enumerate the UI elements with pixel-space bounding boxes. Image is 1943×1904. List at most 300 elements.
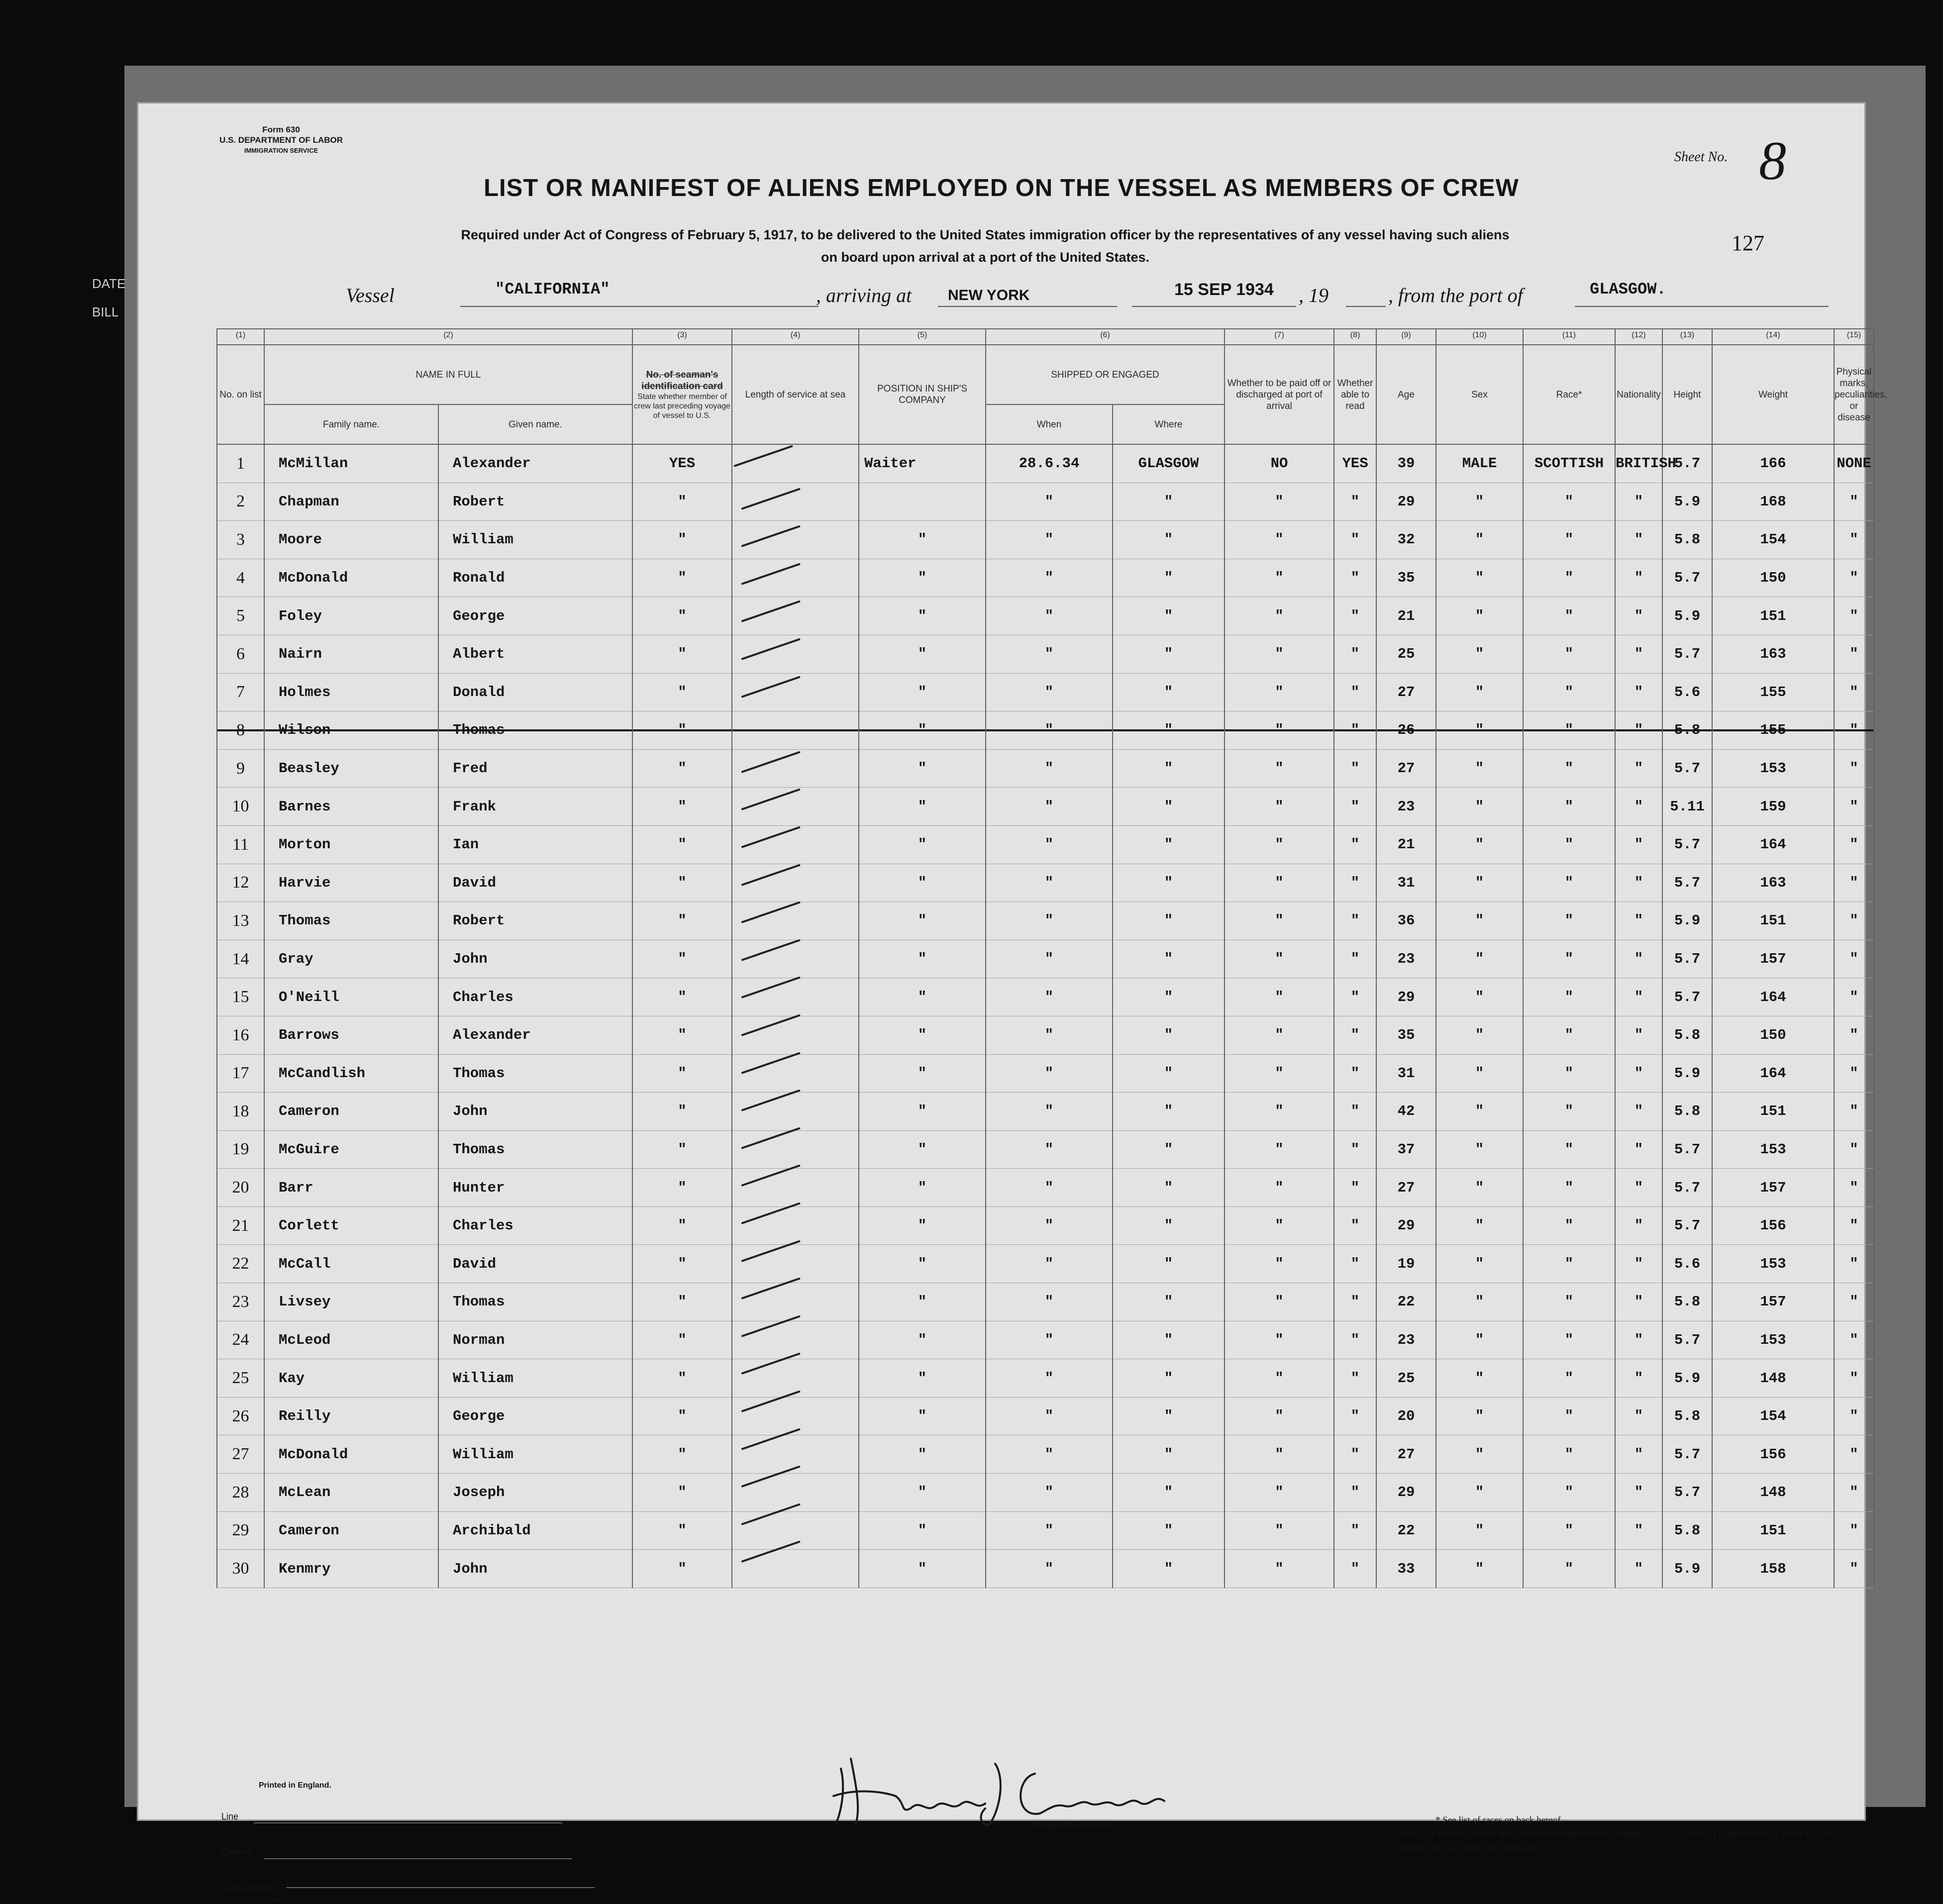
punch-hole [39, 256, 62, 279]
cell-row-number: 1 [217, 444, 264, 483]
cell-previous-voyage: " [632, 1283, 732, 1321]
cell-given-name: Robert [438, 483, 632, 521]
vessel-name: "CALIFORNIA" [495, 280, 610, 299]
cell-previous-voyage: " [632, 1550, 732, 1588]
cell-nationality: " [1615, 1550, 1662, 1588]
cell-age: 27 [1376, 1169, 1436, 1207]
cell-previous-voyage: " [632, 711, 732, 750]
cell-position: " [859, 1206, 986, 1245]
cell-shipped-when: " [986, 559, 1113, 597]
cell-shipped-when: " [986, 1511, 1113, 1550]
binder-slot [38, 1353, 58, 1381]
cell-previous-voyage: " [632, 864, 732, 902]
cell-shipped-when: " [986, 597, 1113, 635]
cell-paid-off: " [1225, 1283, 1334, 1321]
cell-shipped-when: " [986, 673, 1113, 711]
cell-shipped-when: " [986, 788, 1113, 826]
cell-paid-off: " [1225, 1397, 1334, 1435]
local-agents-label: Local Agents [221, 1883, 273, 1893]
cell-age: 29 [1376, 978, 1436, 1016]
cell-height: 5.8 [1662, 1093, 1712, 1131]
cell-family-name: Morton [264, 825, 438, 864]
table-row [217, 864, 1874, 902]
table-row [217, 1435, 1874, 1474]
cell-row-number: 15 [217, 978, 264, 1016]
cell-race: " [1523, 864, 1615, 902]
cell-height: 5.7 [1662, 940, 1712, 978]
cell-length-of-service [732, 1169, 859, 1207]
cell-length-of-service [732, 444, 859, 483]
cell-previous-voyage: " [632, 673, 732, 711]
cell-shipped-when: " [986, 1359, 1113, 1398]
cell-physical-marks: " [1834, 1359, 1874, 1398]
cell-able-to-read: " [1334, 1511, 1376, 1550]
cell-race: SCOTTISH [1523, 444, 1615, 483]
cell-length-of-service [732, 1054, 859, 1093]
cell-physical-marks: " [1834, 749, 1874, 788]
cell-able-to-read: " [1334, 1093, 1376, 1131]
cell-height: 5.7 [1662, 1169, 1712, 1207]
cell-physical-marks: " [1834, 635, 1874, 673]
year-underline [1346, 306, 1386, 307]
cell-previous-voyage: " [632, 788, 732, 826]
cell-row-number: 21 [217, 1206, 264, 1245]
cell-paid-off: " [1225, 749, 1334, 788]
cell-race: " [1523, 940, 1615, 978]
manifest-sheet [137, 102, 1887, 1903]
cell-sex: " [1436, 1206, 1523, 1245]
cell-sex: " [1436, 902, 1523, 940]
cell-previous-voyage: " [632, 940, 732, 978]
cell-paid-off: " [1225, 902, 1334, 940]
cell-able-to-read: " [1334, 1206, 1376, 1245]
cell-sex: " [1436, 673, 1523, 711]
cell-previous-voyage: " [632, 559, 732, 597]
cell-able-to-read: " [1334, 597, 1376, 635]
vessel-label: Vessel [346, 284, 395, 306]
cell-given-name: Hunter [438, 1169, 632, 1207]
header-when: When [986, 404, 1113, 444]
cell-shipped-when: " [986, 1435, 1113, 1474]
cell-paid-off: " [1225, 635, 1334, 673]
cell-row-number: 11 [217, 825, 264, 864]
cell-height: 5.9 [1662, 483, 1712, 521]
cell-nationality: " [1615, 1321, 1662, 1359]
cell-given-name: Thomas [438, 1130, 632, 1169]
cell-family-name: Foley [264, 597, 438, 635]
cell-able-to-read: " [1334, 825, 1376, 864]
cell-paid-off: " [1225, 978, 1334, 1016]
table-row [217, 1093, 1874, 1131]
cell-nationality: " [1615, 1283, 1662, 1321]
cell-physical-marks: " [1834, 1397, 1874, 1435]
cell-age: 26 [1376, 711, 1436, 750]
cell-shipped-when: 28.6.34 [986, 444, 1113, 483]
cell-family-name: Chapman [264, 483, 438, 521]
subtitle-line-1: Required under Act of Congress of February 5, 1917, to be delivered to the United States immigration officer by the representatives of any vessel having such aliens [461, 227, 1510, 242]
cell-physical-marks: " [1834, 1321, 1874, 1359]
cell-weight: 156 [1712, 1206, 1834, 1245]
table-row [217, 788, 1874, 826]
cell-height: 5.7 [1662, 825, 1712, 864]
cell-paid-off: " [1225, 1130, 1334, 1169]
cell-length-of-service [732, 940, 859, 978]
cell-able-to-read: " [1334, 1016, 1376, 1054]
cell-sex: " [1436, 559, 1523, 597]
cell-position: Waiter [859, 444, 986, 483]
cell-able-to-read: " [1334, 1550, 1376, 1588]
cell-given-name: Thomas [438, 1283, 632, 1321]
cell-weight: 153 [1712, 1245, 1834, 1283]
cell-sex: MALE [1436, 444, 1523, 483]
cell-able-to-read: " [1334, 902, 1376, 940]
cell-height: 5.7 [1662, 1474, 1712, 1512]
cell-family-name: McGuire [264, 1130, 438, 1169]
cell-shipped-where: " [1113, 597, 1225, 635]
cell-age: 21 [1376, 597, 1436, 635]
cell-nationality: " [1615, 1511, 1662, 1550]
cell-position: " [859, 1359, 986, 1398]
cell-sex: " [1436, 1093, 1523, 1131]
cell-sex: " [1436, 1511, 1523, 1550]
cell-shipped-where: " [1113, 1016, 1225, 1054]
header-age: Age [1376, 345, 1436, 444]
cell-race: " [1523, 1474, 1615, 1512]
cell-sex: " [1436, 1054, 1523, 1093]
header-id-card-struck: No. of seaman's identification card [641, 369, 723, 392]
cell-length-of-service [732, 711, 859, 750]
cell-shipped-where: " [1113, 1550, 1225, 1588]
col-number: (4) [732, 329, 859, 345]
cell-able-to-read: " [1334, 521, 1376, 559]
cell-weight: 168 [1712, 483, 1834, 521]
cell-physical-marks: " [1834, 1093, 1874, 1131]
table-row [217, 673, 1874, 711]
cell-weight: 155 [1712, 673, 1834, 711]
cell-family-name: McDonald [264, 1435, 438, 1474]
cell-family-name: Cameron [264, 1511, 438, 1550]
cell-able-to-read: " [1334, 1321, 1376, 1359]
cell-given-name: Donald [438, 673, 632, 711]
cell-row-number: 24 [217, 1321, 264, 1359]
cell-row-number: 13 [217, 902, 264, 940]
cell-position: " [859, 825, 986, 864]
col-number: (5) [859, 329, 986, 345]
cell-race: " [1523, 1169, 1615, 1207]
cell-position: " [859, 1321, 986, 1359]
table-row [217, 1016, 1874, 1054]
cell-physical-marks: " [1834, 559, 1874, 597]
cell-position [859, 483, 986, 521]
cell-row-number: 16 [217, 1016, 264, 1054]
cell-age: 20 [1376, 1397, 1436, 1435]
cell-nationality: " [1615, 1169, 1662, 1207]
cell-shipped-where: " [1113, 635, 1225, 673]
cell-shipped-when: " [986, 940, 1113, 978]
cell-row-number: 27 [217, 1435, 264, 1474]
cell-given-name: Joseph [438, 1474, 632, 1512]
cell-height: 5.7 [1662, 635, 1712, 673]
cell-race: " [1523, 1093, 1615, 1131]
cell-age: 27 [1376, 749, 1436, 788]
cell-row-number: 26 [217, 1397, 264, 1435]
cell-shipped-when: " [986, 1283, 1113, 1321]
cell-physical-marks: " [1834, 940, 1874, 978]
table-row [217, 940, 1874, 978]
cell-height: 5.9 [1662, 1550, 1712, 1588]
cell-shipped-when: " [986, 1206, 1113, 1245]
cell-family-name: Moore [264, 521, 438, 559]
cell-paid-off: " [1225, 1321, 1334, 1359]
cell-previous-voyage: " [632, 825, 732, 864]
cell-able-to-read: " [1334, 1130, 1376, 1169]
cell-paid-off: " [1225, 559, 1334, 597]
cell-nationality: " [1615, 940, 1662, 978]
cell-paid-off: " [1225, 711, 1334, 750]
cell-previous-voyage: " [632, 1130, 732, 1169]
arriving-port-underline [938, 306, 1117, 307]
cell-position: " [859, 864, 986, 902]
cell-able-to-read: " [1334, 1245, 1376, 1283]
cell-nationality: BRITISH [1615, 444, 1662, 483]
cell-sex: " [1436, 521, 1523, 559]
cell-length-of-service [732, 1550, 859, 1588]
cell-given-name: John [438, 1093, 632, 1131]
cell-shipped-when: " [986, 1550, 1113, 1588]
owners-label: Owners [221, 1847, 253, 1857]
cell-length-of-service [732, 1093, 859, 1131]
cell-paid-off: " [1225, 940, 1334, 978]
cell-shipped-where: " [1113, 1359, 1225, 1398]
cell-physical-marks: " [1834, 597, 1874, 635]
cell-sex: " [1436, 788, 1523, 826]
cell-nationality: " [1615, 673, 1662, 711]
cell-age: 23 [1376, 940, 1436, 978]
col-number: (12) [1615, 329, 1662, 345]
cell-position: " [859, 1397, 986, 1435]
cell-height: 5.7 [1662, 1321, 1712, 1359]
cell-able-to-read: " [1334, 749, 1376, 788]
cell-sex: " [1436, 1016, 1523, 1054]
cell-given-name: William [438, 1435, 632, 1474]
fine-note: Note.—Failure to furnish full or correct information in columns (3), (5), (6) and (7) is punishable by a fine of Ten Dollars for each alien. See other side. [1401, 1829, 1831, 1853]
cell-shipped-when: " [986, 1093, 1113, 1131]
cell-row-number: 30 [217, 1550, 264, 1588]
header-name-in-full: NAME IN FULL [264, 345, 632, 404]
cell-position: " [859, 1550, 986, 1588]
cell-physical-marks: " [1834, 673, 1874, 711]
cell-nationality: " [1615, 1245, 1662, 1283]
cell-age: 31 [1376, 864, 1436, 902]
inspector-signature [826, 1749, 1184, 1828]
cell-given-name: John [438, 1550, 632, 1588]
cell-nationality: " [1615, 1206, 1662, 1245]
cell-given-name: Thomas [438, 711, 632, 750]
header-length-service: Length of service at sea [732, 345, 859, 444]
cell-family-name: Corlett [264, 1206, 438, 1245]
cell-race: " [1523, 483, 1615, 521]
cell-height: 5.8 [1662, 1283, 1712, 1321]
cell-able-to-read: " [1334, 559, 1376, 597]
cell-sex: " [1436, 1397, 1523, 1435]
col-number: (9) [1376, 329, 1436, 345]
cell-shipped-when: " [986, 864, 1113, 902]
cell-shipped-where: " [1113, 1397, 1225, 1435]
cell-nationality: " [1615, 597, 1662, 635]
cell-height: 5.8 [1662, 1397, 1712, 1435]
line-label: Line [221, 1811, 239, 1821]
cell-previous-voyage: " [632, 1206, 732, 1245]
cell-race: " [1523, 978, 1615, 1016]
cell-nationality: " [1615, 711, 1662, 750]
header-shipped-engaged: SHIPPED OR ENGAGED [986, 345, 1225, 404]
cell-age: 35 [1376, 1016, 1436, 1054]
table-row [217, 1206, 1874, 1245]
cell-sex: " [1436, 978, 1523, 1016]
cell-position: " [859, 1435, 986, 1474]
cell-race: " [1523, 788, 1615, 826]
cell-physical-marks: " [1834, 864, 1874, 902]
table-row [217, 1245, 1874, 1283]
cell-age: 27 [1376, 1435, 1436, 1474]
cell-shipped-where: " [1113, 749, 1225, 788]
cell-row-number: 2 [217, 483, 264, 521]
cell-sex: " [1436, 1130, 1523, 1169]
cell-length-of-service [732, 1130, 859, 1169]
cell-shipped-where: " [1113, 1206, 1225, 1245]
cell-position: " [859, 749, 986, 788]
cell-physical-marks: " [1834, 902, 1874, 940]
col-number: (13) [1662, 329, 1712, 345]
cell-race: " [1523, 521, 1615, 559]
inspector-label: Immigrant Inspector. [1027, 1818, 1116, 1830]
cell-paid-off: " [1225, 825, 1334, 864]
cell-nationality: " [1615, 1016, 1662, 1054]
cell-able-to-read: " [1334, 483, 1376, 521]
cell-age: 23 [1376, 1321, 1436, 1359]
cell-previous-voyage: " [632, 978, 732, 1016]
col-number: (10) [1436, 329, 1523, 345]
reference-number: 127 [1732, 231, 1764, 255]
cell-previous-voyage: " [632, 1169, 732, 1207]
cell-shipped-when: " [986, 635, 1113, 673]
cell-family-name: Beasley [264, 749, 438, 788]
side-tag-date: DATE [92, 276, 126, 291]
cell-age: 31 [1376, 1054, 1436, 1093]
cell-length-of-service [732, 483, 859, 521]
cell-shipped-when: " [986, 1245, 1113, 1283]
col-number: (2) [264, 329, 632, 345]
cell-race: " [1523, 1245, 1615, 1283]
table-row [217, 559, 1874, 597]
table-row [217, 1130, 1874, 1169]
cell-nationality: " [1615, 521, 1662, 559]
vessel-name-underline [460, 306, 818, 307]
from-port-underline [1575, 306, 1829, 307]
cell-sex: " [1436, 1283, 1523, 1321]
cell-nationality: " [1615, 1359, 1662, 1398]
cell-shipped-where: " [1113, 978, 1225, 1016]
cell-row-number: 19 [217, 1130, 264, 1169]
cell-physical-marks: " [1834, 1245, 1874, 1283]
cell-race: " [1523, 711, 1615, 750]
cell-able-to-read: " [1334, 1397, 1376, 1435]
cell-position: " [859, 978, 986, 1016]
cell-family-name: Wilson [264, 711, 438, 750]
cell-sex: " [1436, 1169, 1523, 1207]
header-position: POSITION IN SHIP'S COMPANY [859, 345, 986, 444]
document-title: LIST OR MANIFEST OF ALIENS EMPLOYED ON THE VESSEL AS MEMBERS OF CREW [484, 175, 1519, 201]
cell-family-name: Gray [264, 940, 438, 978]
cell-given-name: Charles [438, 1206, 632, 1245]
header-given-name: Given name. [438, 404, 632, 444]
table-row [217, 1550, 1874, 1588]
arriving-label: , arriving at [816, 284, 912, 306]
cell-family-name: Thomas [264, 902, 438, 940]
cell-previous-voyage: " [632, 902, 732, 940]
cell-shipped-where: " [1113, 711, 1225, 750]
cell-given-name: John [438, 940, 632, 978]
cell-height: 5.8 [1662, 1016, 1712, 1054]
cell-age: 19 [1376, 1245, 1436, 1283]
cell-nationality: " [1615, 749, 1662, 788]
cell-sex: " [1436, 749, 1523, 788]
cell-shipped-where: " [1113, 1245, 1225, 1283]
cell-age: 27 [1376, 673, 1436, 711]
col-number: (6) [986, 329, 1225, 345]
crew-rows [217, 444, 1874, 1588]
cell-given-name: Alexander [438, 444, 632, 483]
cell-previous-voyage: " [632, 521, 732, 559]
cell-physical-marks: " [1834, 1206, 1874, 1245]
cell-previous-voyage: " [632, 1321, 732, 1359]
cell-row-number: 22 [217, 1245, 264, 1283]
cell-shipped-where: " [1113, 1054, 1225, 1093]
cell-given-name: Frank [438, 788, 632, 826]
cell-physical-marks: " [1834, 1054, 1874, 1093]
cell-row-number: 14 [217, 940, 264, 978]
agents-underline [286, 1887, 595, 1888]
header-height: Height [1662, 345, 1712, 444]
cell-age: 39 [1376, 444, 1436, 483]
table-row [217, 521, 1874, 559]
cell-position: " [859, 1016, 986, 1054]
cell-paid-off: " [1225, 673, 1334, 711]
cell-weight: 164 [1712, 825, 1834, 864]
cell-race: " [1523, 749, 1615, 788]
cell-row-number: 29 [217, 1511, 264, 1550]
cell-given-name: Alexander [438, 1016, 632, 1054]
crew-table [216, 328, 1887, 1588]
cell-previous-voyage: " [632, 1397, 732, 1435]
cell-paid-off: " [1225, 597, 1334, 635]
cell-family-name: Livsey [264, 1283, 438, 1321]
cell-age: 25 [1376, 635, 1436, 673]
cell-sex: " [1436, 483, 1523, 521]
footer-fields [221, 1799, 287, 1904]
cell-height: 5.8 [1662, 711, 1712, 750]
cell-physical-marks: " [1834, 1511, 1874, 1550]
cell-weight: 166 [1712, 444, 1834, 483]
cell-paid-off: " [1225, 1093, 1334, 1131]
header-no-on-list: No. on list [217, 345, 264, 444]
cell-length-of-service [732, 902, 859, 940]
printed-note: Printed in England. [259, 1781, 331, 1790]
cell-race: " [1523, 825, 1615, 864]
cell-row-number: 25 [217, 1359, 264, 1398]
cell-race: " [1523, 902, 1615, 940]
cell-nationality: " [1615, 1130, 1662, 1169]
